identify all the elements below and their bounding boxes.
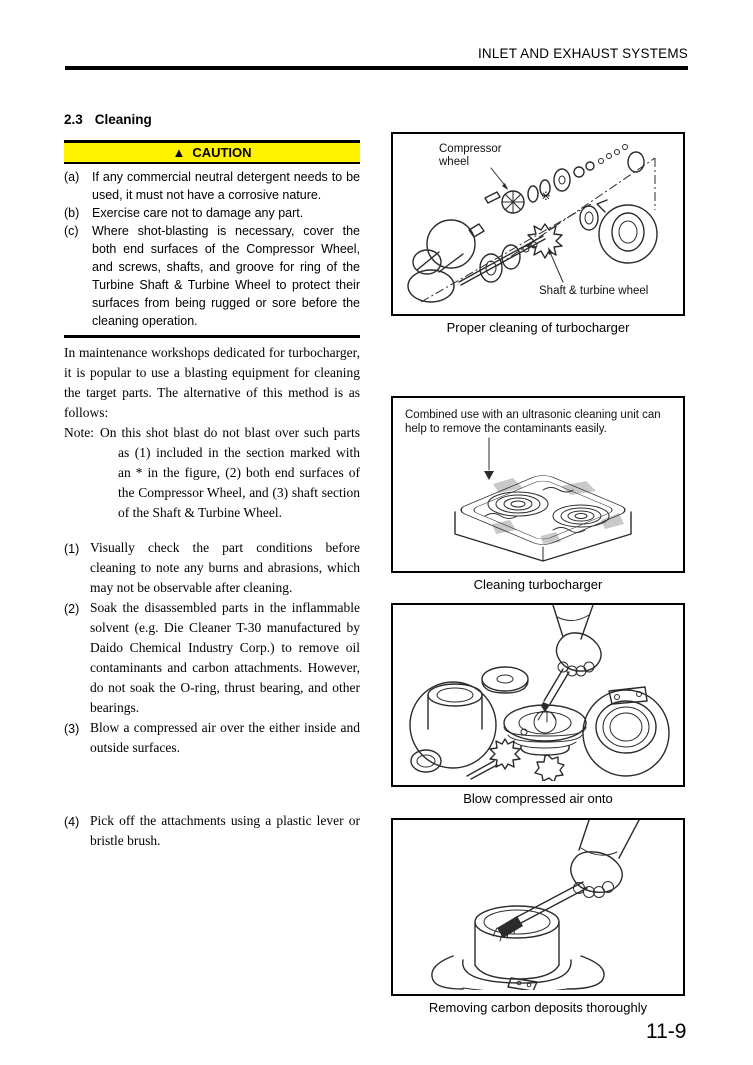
figure-note-line1: Combined use with an ultrasonic cleaning unit can [405, 409, 661, 421]
step-4 [64, 811, 360, 851]
step-text: Soak the disassembled parts in the inflammable solvent (e.g. Die Cleaner T-30 manufactured by Daido Chemical Industry Corp.) to remove oil contaminants and carbon attachments. However, do not soak the O-ring, thrust bearing, and other bearings. [90, 600, 360, 715]
section-heading [64, 112, 360, 127]
intro-paragraph: In maintenance workshops dedicated for turbocharger, it is popular to use a blasting equipment for cleaning the target parts. The alternative of this method is as follows: [64, 345, 360, 420]
air-blow-drawing [393, 605, 683, 781]
figure-caption: Cleaning turbocharger [473, 577, 603, 592]
figure-box [391, 603, 685, 787]
caution-items [64, 164, 360, 335]
header-rule [65, 66, 688, 70]
step-1 [64, 538, 360, 598]
figure-removing-carbon [391, 818, 685, 1015]
step-text: Pick off the attachments using a plastic lever or bristle brush. [90, 813, 360, 848]
figure-box [391, 396, 685, 573]
caution-header [64, 143, 360, 164]
shaft-turbine-wheel-label: Shaft & turbine wheel [539, 285, 649, 297]
caution-item-marker: (c) [64, 224, 79, 238]
caution-item-b [64, 204, 360, 222]
step-marker: (1) [64, 542, 80, 556]
caution-item-text: If any commercial neutral detergent needs to be used, it must not have a corrosive nature. [92, 170, 360, 202]
caution-box [64, 140, 360, 338]
section-number: 2.3 [64, 112, 83, 127]
left-column [64, 112, 360, 758]
figure-blow-air [391, 603, 685, 806]
figure-caption: Removing carbon deposits thoroughly [428, 1000, 648, 1015]
warning-icon: ▲ [172, 145, 186, 160]
note-label: Note: [64, 425, 94, 440]
figure-note-line2: help to remove the contaminants easily. [405, 423, 607, 435]
figure-box [391, 818, 685, 996]
asterisk-mark: ※ [541, 191, 551, 203]
step-marker: (2) [64, 602, 80, 616]
figure-proper-cleaning [391, 132, 685, 335]
note-text: On this shot blast do not blast over such parts as (1) included in the section marked with an * in the figure, (2) both end surfaces of the Compressor Wheel, and (3) shaft section of the Shaft & Turbine Wheel. [100, 425, 360, 520]
step-text: Blow a compressed air over the either inside and outside surfaces. [90, 720, 360, 755]
turbocharger-exploded-drawing [393, 134, 683, 310]
caution-item-a [64, 168, 360, 204]
compressor-wheel-label-2: wheel [439, 156, 470, 168]
page-header-title: INLET AND EXHAUST SYSTEMS [477, 46, 688, 61]
caution-item-text: Where shot-blasting is necessary, cover the both end surfaces of the Compressor Wheel, and screws, shafts, and groove for ring of the Turbine Shaft & Turbine Wheel to protect their surfaces from being rugged or sore before the cleaning operation. [92, 224, 360, 328]
figure-caption: Proper cleaning of turbocharger [446, 320, 630, 335]
figure-cleaning-turbocharger [391, 396, 685, 592]
step-3 [64, 718, 360, 758]
page-number: 11-9 [646, 1020, 687, 1043]
note-paragraph [64, 423, 360, 523]
caution-item-c [64, 222, 360, 330]
caution-item-marker: (a) [64, 170, 80, 184]
caution-label: CAUTION [192, 145, 252, 160]
caution-item-marker: (b) [64, 206, 80, 220]
step-marker: (3) [64, 722, 80, 736]
caution-item-text: Exercise care not to damage any part. [92, 206, 304, 220]
section-title: Cleaning [94, 112, 152, 127]
steps-list [64, 538, 360, 758]
brush-cleaning-drawing [393, 820, 683, 990]
step-text: Visually check the part conditions before cleaning to note any burns and abrasions, which may not be observable after cleaning. [90, 540, 360, 595]
figure-caption: Blow compressed air onto [463, 791, 613, 806]
step-marker: (4) [64, 815, 80, 829]
compressor-wheel-label: Compressor [439, 143, 502, 155]
step-2 [64, 598, 360, 718]
figure-box [391, 132, 685, 316]
ultrasonic-tank-drawing [393, 398, 683, 567]
